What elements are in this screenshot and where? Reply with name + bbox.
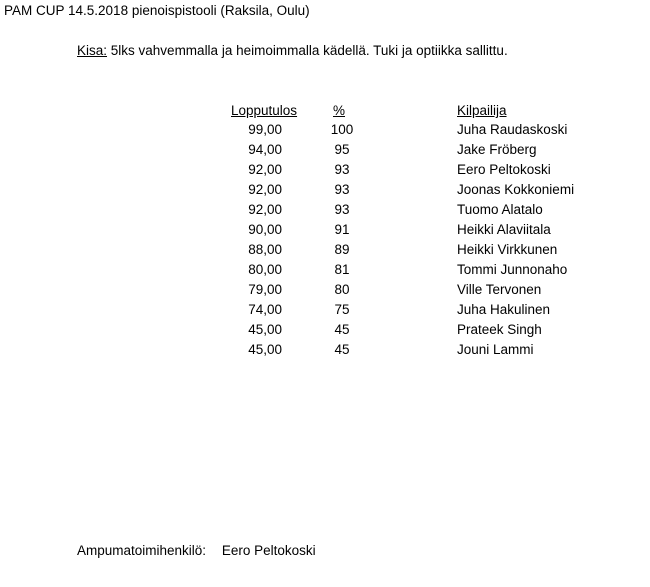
result-percent: 45 [334, 322, 350, 337]
result-score: 45,00 [248, 322, 282, 337]
results-table [0, 121, 650, 361]
result-percent: 93 [334, 202, 350, 217]
result-row [0, 281, 650, 301]
header-competitor: Kilpailija [457, 103, 507, 118]
result-score: 92,00 [248, 202, 282, 217]
result-row [0, 161, 650, 181]
result-percent: 45 [334, 342, 350, 357]
result-score: 79,00 [248, 282, 282, 297]
result-score: 80,00 [248, 262, 282, 277]
result-competitor: Heikki Virkkunen [457, 242, 558, 257]
result-competitor: Heikki Alaviitala [457, 222, 551, 237]
result-row [0, 121, 650, 141]
result-competitor: Ville Tervonen [457, 282, 542, 297]
competition-description [77, 42, 508, 59]
result-percent: 100 [330, 122, 354, 137]
result-row [0, 241, 650, 261]
result-percent: 93 [334, 162, 350, 177]
header-final-score: Lopputulos [231, 103, 298, 118]
result-row [0, 181, 650, 201]
competition-label: Kisa: [77, 43, 108, 58]
header-percent: % [333, 103, 346, 118]
result-row [0, 261, 650, 281]
document-title: PAM CUP 14.5.2018 pienoispistooli (Raksila, Oulu) [4, 3, 310, 18]
result-percent: 80 [334, 282, 350, 297]
result-row [0, 201, 650, 221]
result-competitor: Tuomo Alatalo [457, 202, 543, 217]
result-row [0, 321, 650, 341]
range-officer [77, 542, 316, 559]
result-percent: 75 [334, 302, 350, 317]
result-row [0, 341, 650, 361]
result-percent: 89 [334, 242, 350, 257]
result-row [0, 221, 650, 241]
result-row [0, 141, 650, 161]
result-competitor: Juha Hakulinen [457, 302, 551, 317]
competition-text: 5lks vahvemmalla ja heimoimmalla kädellä. Tuki ja optiikka sallittu. [110, 43, 508, 58]
result-competitor: Eero Peltokoski [457, 162, 551, 177]
range-officer-label: Ampumatoimihenkilö: [77, 543, 207, 558]
result-percent: 93 [334, 182, 350, 197]
result-competitor: Tommi Junnonaho [457, 262, 568, 277]
result-score: 99,00 [248, 122, 282, 137]
result-score: 94,00 [248, 142, 282, 157]
result-score: 92,00 [248, 182, 282, 197]
result-score: 45,00 [248, 342, 282, 357]
result-score: 92,00 [248, 162, 282, 177]
result-competitor: Prateek Singh [457, 322, 542, 337]
result-competitor: Jake Fröberg [457, 142, 537, 157]
result-competitor: Juha Raudaskoski [457, 122, 568, 137]
result-competitor: Jouni Lammi [457, 342, 534, 357]
result-score: 74,00 [248, 302, 282, 317]
result-percent: 95 [334, 142, 350, 157]
result-percent: 81 [334, 262, 350, 277]
result-score: 88,00 [248, 242, 282, 257]
range-officer-name: Eero Peltokoski [221, 543, 316, 558]
result-row [0, 301, 650, 321]
result-percent: 91 [334, 222, 350, 237]
result-competitor: Joonas Kokkoniemi [457, 182, 575, 197]
result-score: 90,00 [248, 222, 282, 237]
